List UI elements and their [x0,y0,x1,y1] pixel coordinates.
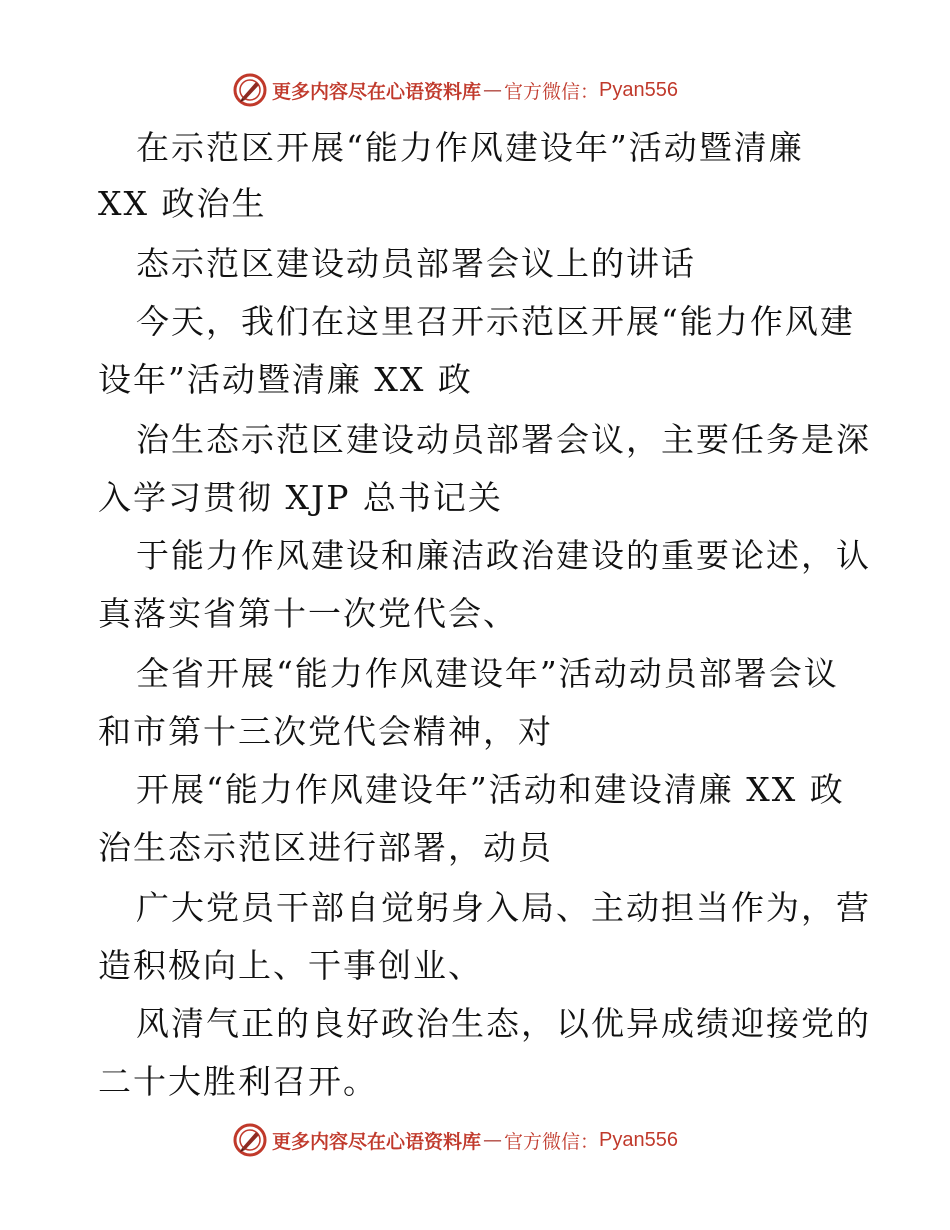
text-line: 广大党员干部自觉躬身入局、主动担当作为，营 [136,888,871,927]
text-line: XX 政治生 [98,184,267,223]
text-line: 全省开展“能力作风建设年”活动动员部署会议 [136,654,839,693]
separator-dash: — [483,1129,503,1151]
wechat-label: 官方微信： [504,80,600,103]
text-line: 真落实省第十一次党代会、 [98,594,518,633]
wechat-label: 官方微信： [504,1130,600,1153]
wechat-handle: Pyan556 [599,1128,678,1151]
text-line: 设年”活动暨清廉 XX 政 [98,360,473,399]
text-line: 今天，我们在这里召开示范区开展“能力作风建 [136,302,855,341]
separator-dash: — [483,79,503,101]
feather-pen-circle-icon [232,72,268,108]
text-line: 治生态示范区建设动员部署会议，主要任务是深 [136,420,871,459]
promo-text: 更多内容尽在心语资料库 [272,1130,482,1153]
text-line: 开展“能力作风建设年”活动和建设清廉 XX 政 [136,770,845,809]
promo-text: 更多内容尽在心语资料库 [272,80,482,103]
feather-pen-circle-icon [232,1122,268,1158]
text-line: 和市第十三次党代会精神，对 [98,712,553,751]
text-line: 二十大胜利召开。 [98,1062,378,1101]
text-line: 造积极向上、干事创业、 [98,946,483,985]
footer-banner [232,1120,678,1160]
wechat-handle: Pyan556 [599,78,678,101]
header-banner [232,70,678,110]
text-line: 风清气正的良好政治生态，以优异成绩迎接党的 [136,1004,871,1043]
text-line: 入学习贯彻 XJP 总书记关 [98,478,503,517]
text-line: 态示范区建设动员部署会议上的讲话 [136,244,696,283]
text-line: 于能力作风建设和廉洁政治建设的重要论述，认 [136,536,871,575]
text-line: 在示范区开展“能力作风建设年”活动暨清廉 [136,128,804,167]
text-line: 治生态示范区进行部署，动员 [98,828,553,867]
